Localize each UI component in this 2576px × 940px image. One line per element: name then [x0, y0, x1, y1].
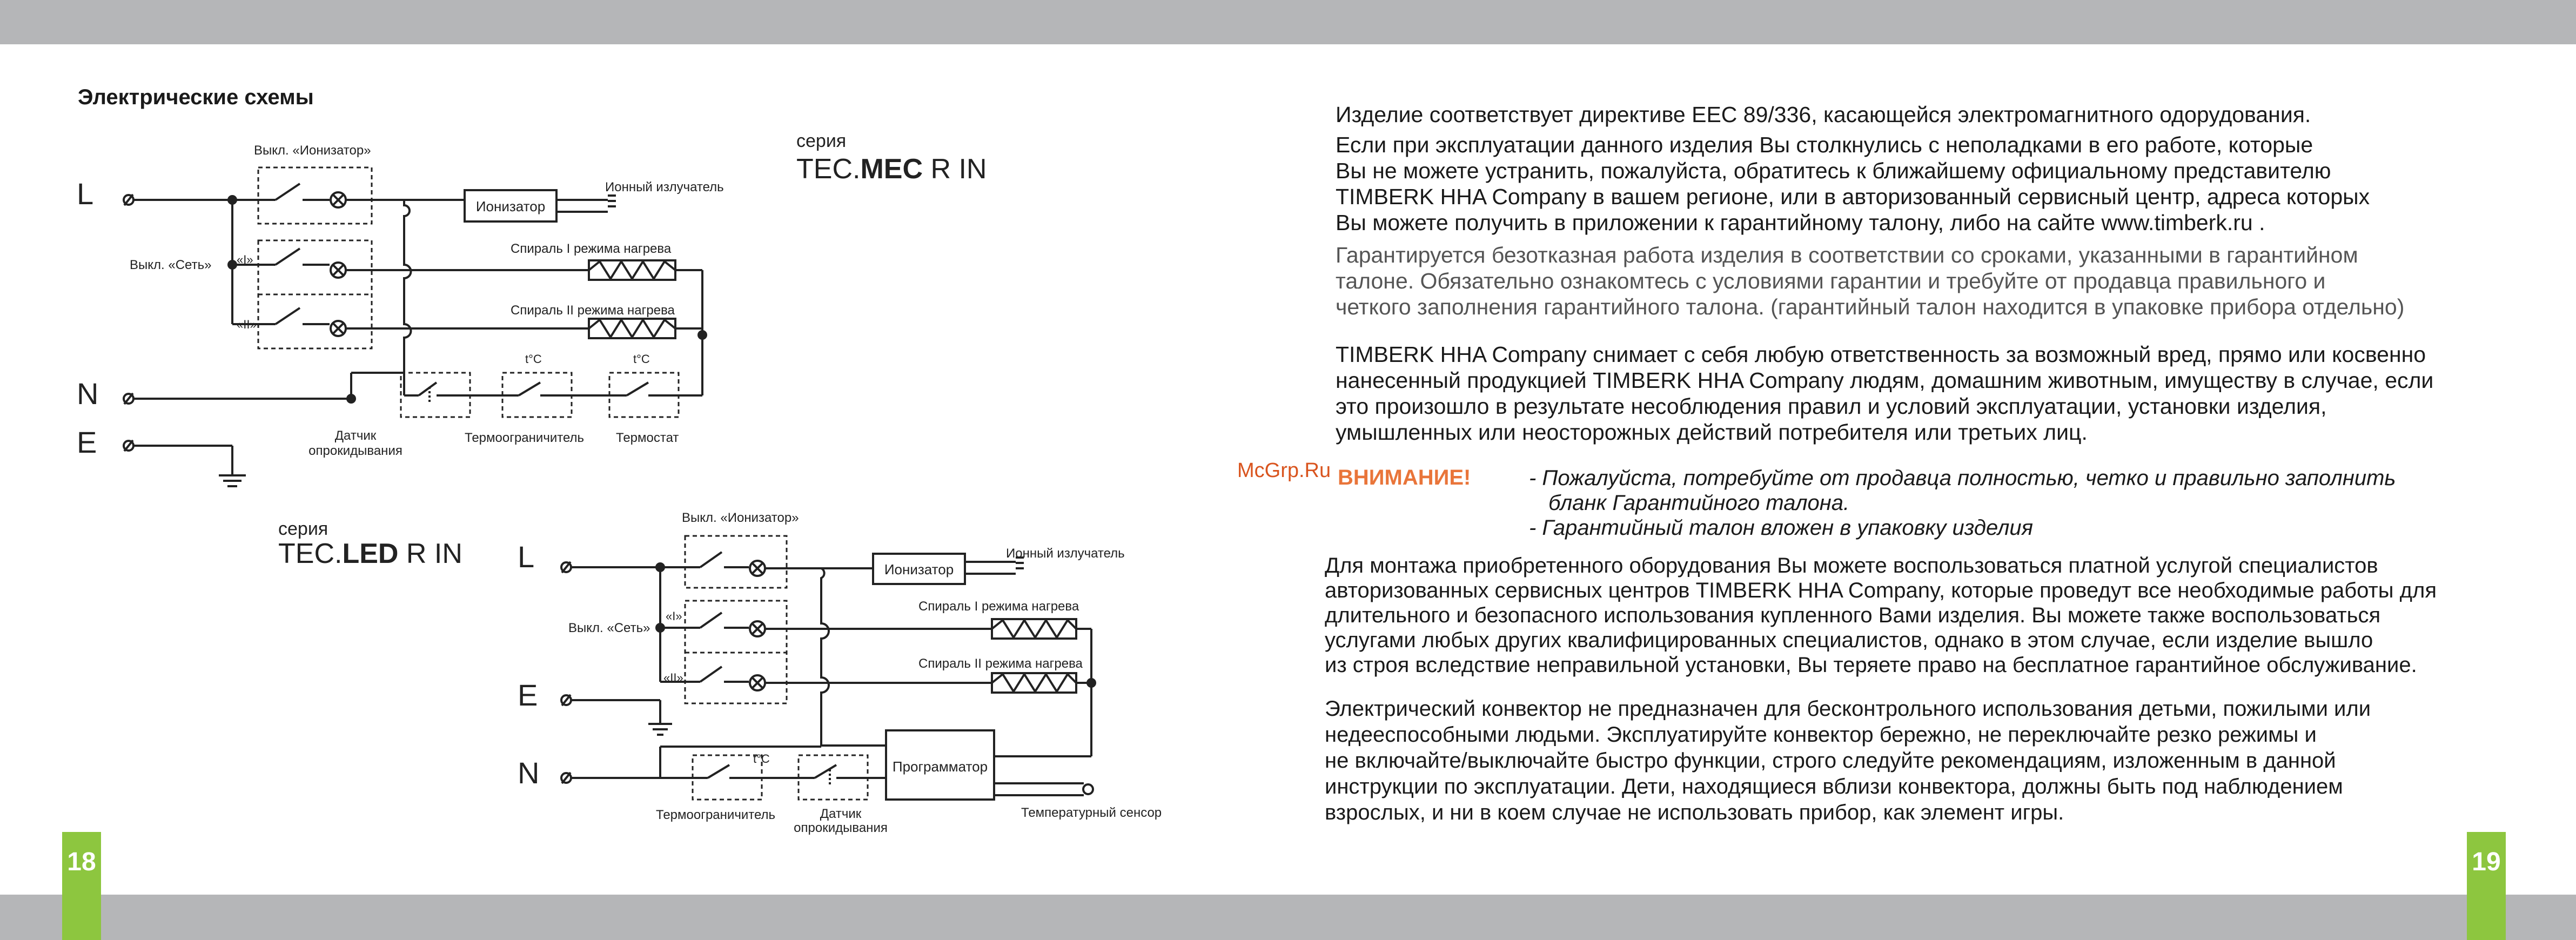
mec-pos-i: «I»	[237, 253, 253, 266]
page-number-right: 19	[2467, 832, 2506, 940]
text-line: из строя вследствие неправильной установки, Вы теряете право на бесплатное гарантийное обслуживание.	[1325, 653, 2417, 677]
attention-item: - Гарантийный талон вложен в упаковку изделия	[1529, 516, 2034, 540]
text-line: талоне. Обязательно ознакомтесь с условиями гарантии и требуйте от продавца правильного и	[1336, 268, 2326, 293]
mec-terminal-l: L	[77, 177, 94, 211]
text-line: услугами любых других квалифицированных специалистов, однако в этом случае, если изделие вышло	[1325, 628, 2373, 652]
mec-ion-emitter-label: Ионный излучатель	[605, 180, 724, 194]
text-line: это произошло в результате несоблюдения правил и условий эксплуатации, установки изделия,	[1336, 394, 2327, 419]
text-line: Для монтажа приобретенного оборудования Вы можете воспользоваться платной услугой специалистов	[1325, 554, 2378, 578]
led-temp-sensor-label: Температурный сенсор	[1021, 805, 1162, 820]
text-line: Если при эксплуатации данного изделия Вы столкнулись с неполадками в его работе, которые	[1336, 132, 2313, 157]
paragraph-installation	[1325, 553, 2437, 677]
page-number-left: 18	[62, 832, 101, 940]
mec-series-label: серия	[796, 131, 847, 151]
mec-ionizer-box: Ионизатор	[475, 198, 546, 214]
mec-thermolimiter-t: t°C	[525, 352, 542, 366]
mec-ionizer-switch-label: Выкл. «Ионизатор»	[254, 143, 371, 158]
led-thermolimiter-label: Термоограничитель	[656, 808, 776, 822]
text-line: длительного и безопасного использования купленного Вами изделия. Вы можете также воспользоваться	[1325, 603, 2381, 627]
mec-terminal-e: E	[77, 425, 97, 459]
diagram-led	[278, 511, 1162, 835]
mec-pos-ii: «II»	[237, 318, 257, 331]
led-tilt-sensor-line1: Датчик	[820, 807, 862, 821]
attention-list	[1529, 466, 2404, 540]
mec-model-title: TEC.MEC R IN	[796, 153, 987, 185]
paragraph-warranty	[1336, 242, 2404, 320]
led-network-switch-label: Выкл. «Сеть»	[568, 621, 650, 635]
led-spiral-1-label: Спираль I режима нагрева	[918, 599, 1079, 614]
mec-terminal-n: N	[77, 377, 99, 411]
paragraph-children-safety	[1325, 696, 2371, 825]
attention-item: - Пожалуйста, потребуйте от продавца полностью, четко и правильно заполнить бланк Гарантийного талона.	[1529, 466, 2396, 515]
text-line: нанесенный продукцией TIMBERK HHA Company людям, домашним животным, имуществу в случае, если	[1336, 368, 2434, 393]
text-line: Вы можете получить в приложении к гарантийному талону, либо на сайте www.timberk.ru .	[1336, 210, 2265, 235]
text-line: TIMBERK HHA Company в вашем регионе, или в авторизованный сервисный центр, адреса которых	[1336, 184, 2370, 209]
led-thermolimiter-t: t°C	[753, 752, 770, 766]
text-line: не включайте/выключайте быстро функции, строго следуйте рекомендациям, изложенным в данной	[1325, 749, 2336, 773]
wiring-diagrams	[0, 0, 1216, 843]
diagram-mec	[77, 131, 987, 486]
led-ionizer-box: Ионизатор	[884, 561, 954, 578]
mec-thermolimiter-label: Термоограничитель	[465, 431, 585, 445]
text-line: Гарантируется безотказная работа изделия в соответствии со сроками, указанными в гарантийном	[1336, 243, 2358, 267]
text-line: взрослых, и ни в коем случае не использовать прибор, как элемент игры.	[1325, 801, 2064, 824]
section-title: Электрические схемы	[78, 85, 314, 109]
led-pos-ii: «II»	[663, 671, 683, 684]
attention-label: ВНИМАНИЕ!	[1338, 466, 1471, 489]
led-series-label: серия	[278, 519, 328, 539]
led-model-title: TEC.LED R IN	[278, 538, 462, 569]
text-line: инструкции по эксплуатации. Дети, находящиеся вблизи конвектора, должны быть под наблюдением	[1325, 775, 2343, 798]
led-terminal-l: L	[518, 540, 535, 574]
led-spiral-2-label: Спираль II режима нагрева	[918, 656, 1083, 671]
led-terminal-n: N	[518, 756, 540, 790]
led-ion-emitter-label: Ионный излучатель	[1006, 546, 1125, 561]
led-ionizer-switch-label: Выкл. «Ионизатор»	[682, 511, 799, 525]
paragraph-liability	[1336, 341, 2433, 445]
bottom-band	[0, 895, 2576, 940]
mec-spiral-1-label: Спираль I режима нагрева	[511, 241, 672, 256]
watermark: McGrp.Ru	[1237, 459, 1331, 482]
led-terminal-e: E	[518, 678, 538, 712]
mec-spiral-2-label: Спираль II режима нагрева	[511, 303, 675, 318]
text-line: умышленных или неосторожных действий потребителя или третьих лиц.	[1336, 420, 2088, 445]
paragraph-service-contact	[1336, 132, 2370, 236]
mec-thermostat-label: Термостат	[616, 431, 679, 445]
mec-tilt-sensor-line2: опрокидывания	[308, 444, 403, 458]
led-tilt-sensor-line2: опрокидывания	[794, 821, 888, 835]
text-line: недееспособными людьми. Эксплуатируйте конвектор бережно, не переключайте резко режимы и	[1325, 723, 2317, 747]
mec-tilt-sensor-line1: Датчик	[334, 428, 377, 443]
led-programmer-box: Программатор	[892, 758, 988, 775]
mec-network-switch-label: Выкл. «Сеть»	[130, 258, 212, 272]
paragraph-directive: Изделие соответствует директиве ЕЕС 89/336, касающейся электромагнитного одорудования.	[1336, 102, 2311, 127]
text-line: авторизованных сервисных центров TIMBERK HHA Company, которые проведут все необходимые работы для	[1325, 579, 2437, 602]
text-line: Вы не можете устранить, пожалуйста, обратитесь к ближайшему официальному представителю	[1336, 158, 2331, 183]
mec-thermostat-t: t°C	[633, 352, 650, 366]
led-pos-i: «I»	[666, 609, 682, 623]
text-line: четкого заполнения гарантийного талона. (гарантийный талон находится в упаковке прибора отдельно)	[1336, 294, 2405, 319]
text-line: TIMBERK HHA Company снимает с себя любую ответственность за возможный вред, прямо или косвенно	[1336, 342, 2426, 367]
text-line: Электрический конвектор не предназначен для бесконтрольного использования детьми, пожилыми или	[1325, 697, 2371, 721]
